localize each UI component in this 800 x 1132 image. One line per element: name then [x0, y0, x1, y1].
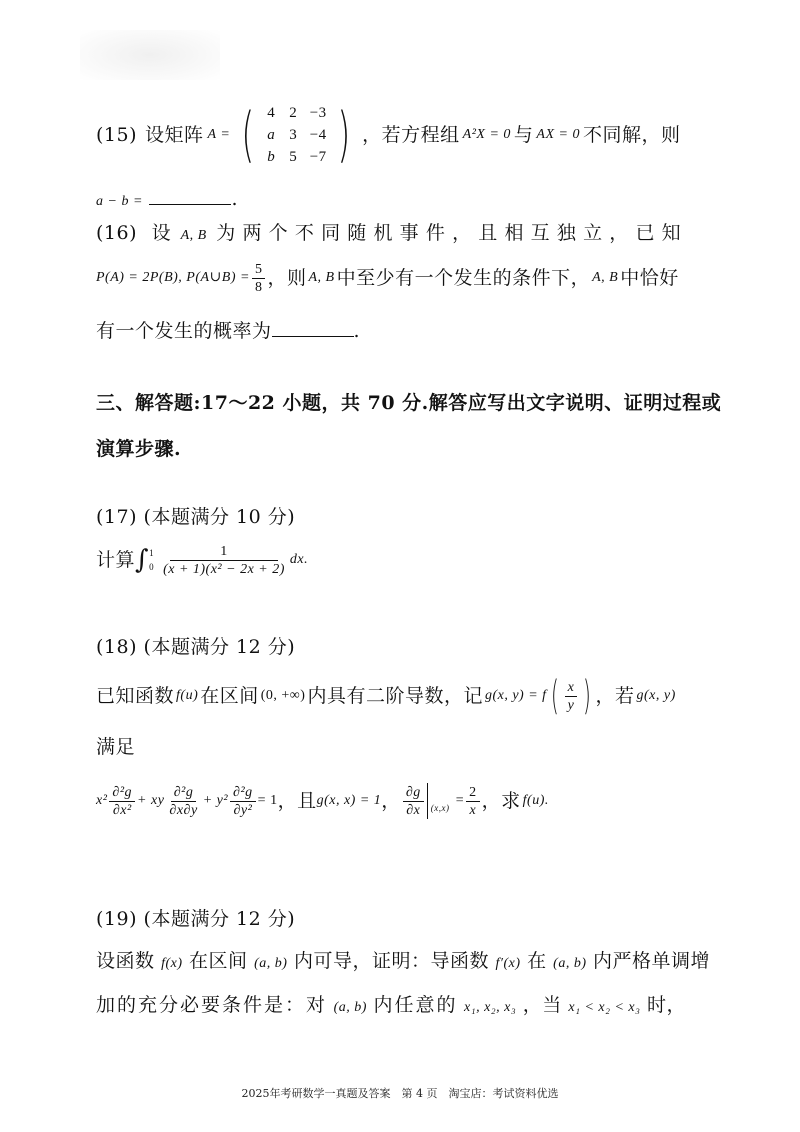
q18-gxx: g(x, x) = 1	[316, 793, 382, 808]
q18-t3: 内具有二阶导数，记	[307, 685, 483, 707]
q18-interval: (0, +∞)	[260, 688, 306, 703]
d2g-num: ∂²g	[230, 784, 256, 802]
matrix-cell: −4	[309, 127, 327, 143]
q16-line3	[96, 316, 706, 346]
d2g-num: ∂²g	[109, 784, 135, 802]
q19-t2: 在区间	[189, 950, 248, 972]
matrix-cell: a	[267, 127, 276, 143]
q15-eq2: AX = 0	[536, 127, 580, 142]
q19-t3: 内可导，证明：导函数	[293, 950, 489, 972]
q15-A-eq: A =	[207, 127, 231, 142]
q15-period: .	[231, 188, 238, 210]
q18-fx-num: x	[565, 679, 578, 697]
q18-line1	[96, 674, 706, 718]
q19-l2d: 时，	[647, 994, 687, 1016]
q16-period: .	[353, 320, 361, 342]
q16-ab: A, B	[180, 228, 207, 243]
dg-den: ∂x	[406, 802, 421, 818]
q16-text1: 为两个不同随机事件，且相互独立，已知	[216, 222, 688, 244]
x-den: x	[469, 802, 477, 818]
q19-l2c: ，当	[522, 994, 562, 1016]
q19-header: (19) (本题满分 12 分)	[96, 908, 296, 930]
d2g-num: ∂²g	[171, 784, 197, 802]
q15-eq1: A²X = 0	[462, 127, 511, 142]
q16-fraction	[252, 261, 266, 296]
paren-left: (	[550, 673, 559, 719]
matrix-cell: 5	[289, 149, 298, 165]
page-footer: 2025年考研数学一真题及答案 第 4 页 淘宝店：考试资料优选	[241, 1087, 559, 1100]
q18-ask: ，求	[481, 790, 521, 812]
section-3-heading	[96, 380, 722, 472]
q16-text2: ，则	[267, 267, 307, 289]
matrix-cell: −3	[309, 105, 327, 121]
q16-number: (16)	[96, 222, 138, 244]
q17-frac-num: 1	[170, 543, 278, 561]
q15-matrix	[236, 102, 356, 168]
q15-line2	[96, 184, 706, 217]
q17-calc: 计算	[96, 549, 136, 571]
q18-d2g-dxdy	[166, 784, 200, 819]
q18-satisfy: 满足	[96, 736, 136, 758]
q16-line3-text: 有一个发生的概率为	[96, 320, 272, 342]
q15-answer-lhs: a − b =	[96, 194, 143, 209]
eval-at: (x,x)	[430, 803, 450, 813]
q17-expression	[96, 538, 706, 582]
q18-fu: f(u)	[176, 688, 199, 703]
q19-fpx: f′(x)	[495, 956, 521, 971]
q18-fu2: f(u).	[522, 793, 549, 808]
d2g-den: ∂x∂y	[169, 802, 198, 818]
q17-frac-den: (x + 1)(x² − 2x + 2)	[163, 561, 285, 577]
q19-ab: (a, b)	[254, 956, 288, 971]
q16-frac-num: 5	[252, 261, 266, 279]
q16-answer-blank	[272, 318, 354, 337]
eval-bar	[427, 783, 450, 819]
q16-line2	[96, 258, 706, 298]
d2g-den: ∂x²	[112, 802, 132, 818]
q18-gxy: g(x, y) = f	[484, 688, 547, 703]
q16-prob: P(A) = 2P(B), P(A∪B) =	[96, 270, 250, 285]
q16-line1	[96, 218, 706, 251]
q15-mid: ，若方程组	[362, 124, 460, 146]
section-3-line1: 三、解答题:17～22 小题，共 70 分.解答应写出文字说明、证明过程或	[96, 392, 722, 414]
q18-header: (18) (本题满分 12 分)	[96, 636, 296, 658]
q16-lead: 设	[151, 222, 172, 244]
q18-fx-fraction	[565, 679, 578, 714]
q18-fx-den: y	[567, 697, 575, 713]
q19-xs: x₁, x₂, x₃	[464, 1000, 517, 1015]
matrix-right-paren: )	[337, 100, 351, 170]
q15-yu: 与	[513, 124, 534, 146]
matrix-cell: 3	[289, 127, 298, 143]
q16-frac-den: 8	[254, 279, 263, 295]
q18-d2g-dy2	[230, 784, 256, 819]
q16-text3: 中至少有一个发生的条件下，	[336, 267, 591, 289]
q19-l2a: 加的充分必要条件是：对	[96, 994, 328, 1016]
scan-smudge	[80, 30, 220, 80]
q18-2-over-x	[466, 784, 480, 819]
q18-t4: ，若	[595, 685, 635, 707]
q17-dx: dx.	[289, 552, 309, 567]
q15-answer-blank	[149, 186, 231, 205]
q18-eq1: = 1	[257, 793, 278, 808]
matrix-cell: 2	[289, 105, 298, 121]
q18-plus-xy: + xy	[137, 793, 165, 808]
integral-sign: ∫	[135, 545, 150, 575]
q18-dg-dx	[403, 784, 424, 819]
q18-and: ，且	[277, 790, 317, 812]
q16-ab-3: A, B	[592, 270, 619, 285]
q19-l2b: 内任意的	[373, 994, 458, 1016]
q19-ab-3: (a, b)	[333, 1000, 367, 1015]
q19-ab-2: (a, b)	[553, 956, 587, 971]
q15-tail: 不同解，则	[582, 124, 681, 146]
q18-gxy2: g(x, y)	[636, 688, 676, 703]
q18-x2: x²	[96, 793, 108, 808]
dg-num: ∂g	[403, 784, 424, 802]
q19-fx: f(x)	[161, 956, 183, 971]
q15-line1	[96, 98, 706, 172]
q18-d2g-dx2	[109, 784, 135, 819]
paren-right: )	[583, 673, 592, 719]
matrix-cell: 4	[267, 105, 276, 121]
matrix-grid	[260, 102, 332, 168]
q17-fraction	[160, 543, 288, 578]
q15-lead: 设矩阵	[145, 124, 204, 146]
q19-ineq: x₁ < x₂ < x₃	[568, 1000, 641, 1015]
integral-lower: 0	[149, 562, 155, 572]
q18-plus-y2: + y²	[202, 793, 229, 808]
d2g-den: ∂y²	[233, 802, 253, 818]
q16-ab-2: A, B	[308, 270, 335, 285]
q17-header: (17) (本题满分 10 分)	[96, 506, 296, 528]
q18-t2: 在区间	[200, 685, 259, 707]
section-3-line2: 演算步骤.	[96, 438, 182, 460]
q18-t1: 已知函数	[96, 685, 175, 707]
q19-t5: 内严格单调增	[593, 950, 711, 972]
q19-t4: 在	[527, 950, 547, 972]
q18-equation: x² $\frac{\text{∂²g}}{\text{∂x²}}$ + xy $\frac{\text{∂²g}}{\partial x\partial y}$ + y² $\frac{\text{∂²g}}{\text{∂y²}}$ = 1 ，且 g(x, x) = 1 ， $\frac{\partial g}{\partial x}$ (x,x) = $\frac{2}{x}$ ，求 f(u).	[96, 776, 706, 826]
matrix-cell: b	[267, 149, 276, 165]
two-num: 2	[466, 784, 480, 802]
q19-line1	[96, 946, 711, 979]
matrix-cell: −7	[309, 149, 327, 165]
q15-number: (15)	[96, 124, 138, 146]
matrix-left-paren: (	[241, 100, 255, 170]
q18-comma: ，	[381, 790, 401, 812]
q16-text4: 中恰好	[620, 267, 679, 289]
integral-upper: 1	[149, 548, 155, 558]
q19-t1: 设函数	[96, 950, 155, 972]
q19-line2	[96, 990, 706, 1023]
integral-limits	[149, 546, 154, 574]
